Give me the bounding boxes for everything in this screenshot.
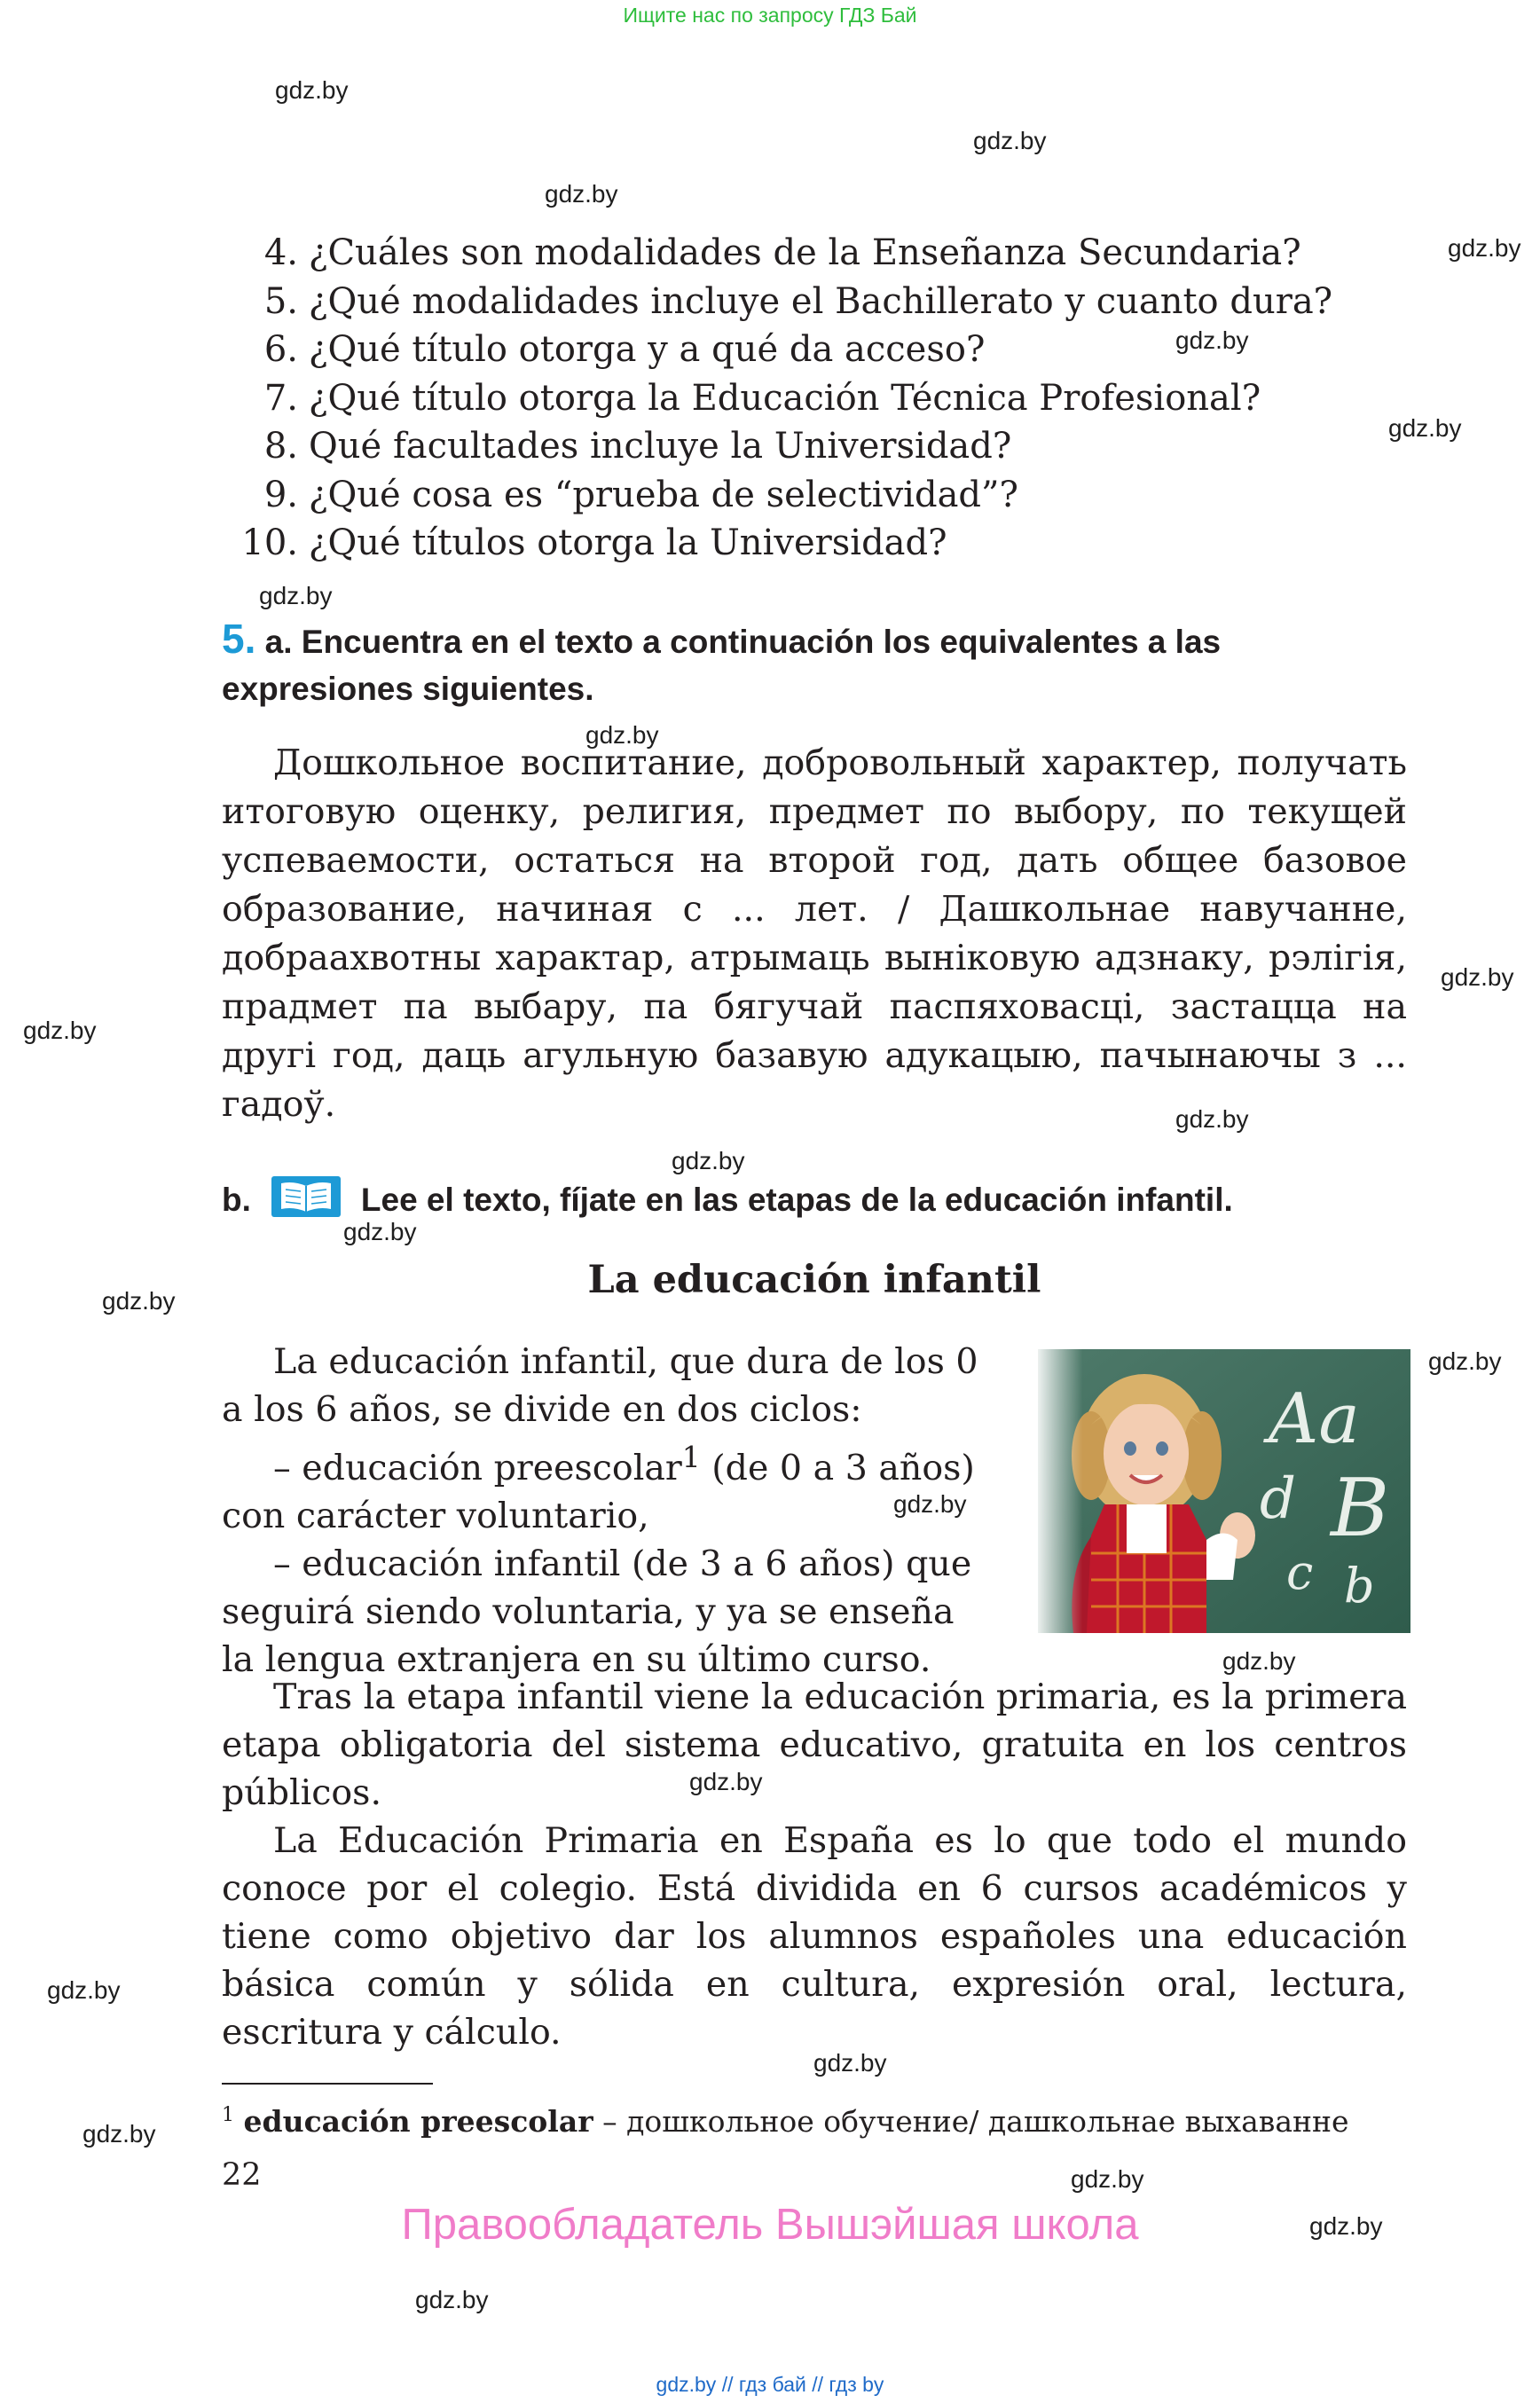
watermark: gdz.by [1428, 1347, 1502, 1375]
header-search-hint[interactable]: Ищите нас по запросу ГДЗ Бай [623, 4, 917, 27]
question-number: 9. [263, 474, 298, 515]
question-number: 6. [263, 329, 298, 370]
article-paragraph: La educación infantil, que dura de los 0 a los 6 años, se divide en dos ciclos: [222, 1341, 978, 1430]
watermark: gdz.by [275, 76, 349, 104]
task-5b-letter: b. [222, 1182, 251, 1218]
watermark: gdz.by [893, 1490, 967, 1518]
question-text: ¿Qué título otorga y a qué da acceso? [309, 329, 986, 370]
footnote-term: educación preescolar [243, 2104, 593, 2139]
watermark: gdz.by [1071, 2165, 1144, 2193]
watermark: gdz.by [545, 180, 618, 208]
watermark: gdz.by [1175, 326, 1249, 354]
article-paragraph: Tras la etapa infantil viene la educación primaria, es la primera etapa obligatoria del sistema educativo, gratuita en los centros públicos. [222, 1677, 1407, 1813]
question-text: ¿Qué cosa es “prueba de selectividad”? [309, 474, 1018, 515]
list-item [216, 229, 1458, 278]
list-dash-text: (de 0 a 3 años) con carácter voluntario, [222, 1448, 975, 1537]
bottom-links[interactable]: gdz.by // гдз бай // гдз by [656, 2373, 884, 2396]
watermark: gdz.by [1222, 1647, 1296, 1675]
watermark: gdz.by [672, 1147, 745, 1174]
watermark: gdz.by [1175, 1105, 1249, 1133]
watermark: gdz.by [1388, 414, 1462, 442]
watermark: gdz.by [1309, 2212, 1383, 2240]
footnote-divider [222, 2083, 433, 2085]
question-list [216, 229, 1458, 568]
question-number: 7. [263, 377, 298, 419]
watermark: gdz.by [47, 1976, 121, 2004]
watermark: gdz.by [1448, 234, 1521, 262]
question-text: Qué facultades incluye la Universidad? [309, 426, 1012, 467]
list-item [216, 422, 1458, 471]
question-number: 5. [263, 280, 298, 322]
task-5b-text: Lee el texto, fíjate en las etapas de la educación infantil. [360, 1182, 1233, 1218]
question-text: ¿Qué modalidades incluye el Bachillerato y cuanto dura? [309, 280, 1333, 322]
watermark: gdz.by [102, 1287, 176, 1315]
watermark: gdz.by [82, 2120, 156, 2148]
article-title: La educación infantil [587, 1258, 1041, 1302]
list-dash-text: – educación preescolar [273, 1448, 682, 1489]
watermark: gdz.by [23, 1017, 97, 1044]
page-number: 22 [222, 2157, 262, 2193]
list-item [216, 326, 1458, 374]
watermark: gdz.by [973, 127, 1047, 154]
watermark: gdz.by [259, 582, 333, 609]
list-item [216, 519, 1458, 568]
question-number: 8. [263, 426, 298, 467]
footnote-mark: 1 [222, 2104, 234, 2126]
list-item [216, 278, 1458, 326]
list-item [216, 374, 1458, 423]
footnote-text: – дошкольное обучение/ дашкольнае выхаванне [593, 2104, 1349, 2139]
question-text: ¿Cuáles son modalidades de la Enseñanza Secundaria? [309, 232, 1301, 273]
girl-at-chalkboard-photo [1038, 1349, 1410, 1633]
task-number: 5. [222, 616, 256, 662]
open-book-icon [271, 1175, 342, 1230]
question-text: ¿Qué títulos otorga la Universidad? [309, 522, 947, 563]
footnote [222, 2096, 1407, 2141]
list-item [216, 471, 1458, 520]
article-intro [222, 1338, 994, 1684]
watermark: gdz.by [415, 2286, 489, 2313]
article-paragraph: La Educación Primaria en España es lo que todo el mundo conoce por el colegio. Está dividida en 6 cursos académicos y tiene como objetivo dar los alumnos españoles una educación básica común y sólida en cultura, expresión oral, lectura, escritura y cálculo. [222, 1820, 1407, 2053]
watermark: gdz.by [689, 1768, 763, 1795]
task-5b-heading [222, 1175, 1464, 1230]
question-number: 4. [263, 232, 298, 273]
task-5a-heading [222, 616, 1407, 712]
task-5a-text: a. Encuentra en el texto a continuación los equivalentes a las expresiones siguientes. [222, 624, 1222, 707]
watermark: gdz.by [343, 1218, 417, 1245]
question-number: 10. [241, 522, 298, 563]
watermark: gdz.by [585, 721, 659, 749]
question-text: ¿Qué título otorga la Educación Técnica Profesional? [309, 377, 1261, 419]
phrases-paragraph: Дошкольное воспитание, добровольный характер, получать итоговую оценку, религия, предмет по выбору, по текущей успеваемости, остаться на второй год, дать общее базовое образование, начиная с ... лет. / Дашкольнае навучанне, добраахвотны характар, атрымаць выніковую адзнаку, рэлігія, прадмет па выбару, па бягучай паспяховасці, застацца на другі год, даць агульную базавую адукацыю, пачынаючы з ... гадоў. [222, 742, 1407, 1125]
footnote-ref: 1 [681, 1440, 701, 1474]
copyright-holder: Правообладатель Вышэйшая школа [401, 2201, 1139, 2249]
article-body [222, 1673, 1407, 2056]
article-paragraph [222, 1433, 994, 1540]
watermark: gdz.by [813, 2049, 887, 2077]
watermark: gdz.by [1441, 963, 1514, 991]
article-paragraph: – educación infantil (de 3 a 6 años) que seguirá siendo voluntaria, y ya se enseña la lengua extranjera en su último curso. [222, 1543, 972, 1681]
